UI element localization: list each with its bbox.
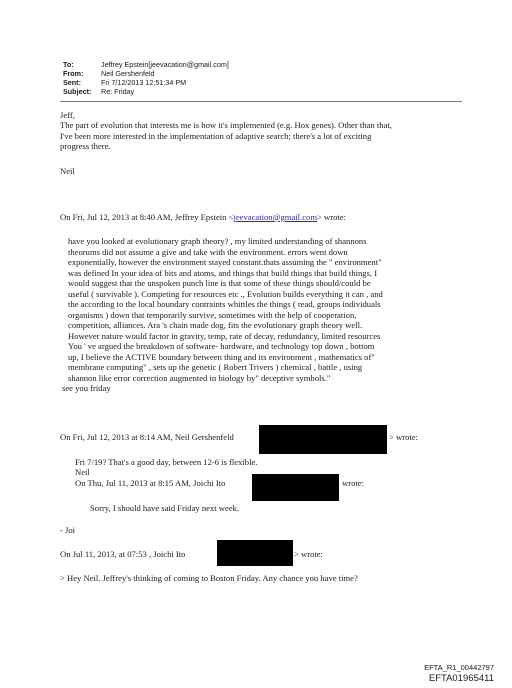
from-label: From: <box>63 69 84 78</box>
quote1-line: exponentially, however the environment stayed constant.thats assuming the " environment" <box>68 257 382 267</box>
quote3-wrote: wrote: <box>342 478 364 488</box>
from-value: Neil Gershenfeld <box>101 69 155 78</box>
quote2-line: Fri 7/19? That's a good day, between 12-6 is flexible. <box>75 457 258 467</box>
quote1-line: up, I believe the ACTIVE boundary between thing and its environment , mathematics of" <box>68 351 375 362</box>
from-row <box>63 69 229 78</box>
quote1-line: competition, alliances. Ara 's chain made dog, fits the evolutionary graph theory well. <box>68 320 363 330</box>
reply-line: The part of evolution that interests me is how it's implemented (e.g. Hox genes). Other than that, <box>60 120 392 131</box>
reply-signature: Neil <box>60 166 75 176</box>
quote1-header <box>60 212 346 222</box>
quote4-header: On Jul 11, 2013, at 07:53 , Joichi Ito <box>60 549 186 559</box>
quote1-line: would suggest that the unspoken punch line is that some of these things should/could be <box>68 278 371 288</box>
quote1-line: useful ( survivable ). Competing for resources etc ., Evolution builds everything it can , and <box>68 288 383 299</box>
quote3-line: Sorry, I should have said Friday next week. <box>90 503 240 513</box>
quote1-line: You ' ve argued the breakdown of software- hardware, and technology top down , bottom <box>68 341 375 351</box>
email-header <box>63 60 229 96</box>
quote4-wrote: > wrote: <box>294 549 323 559</box>
to-label: To: <box>63 60 74 69</box>
header-divider <box>60 101 462 102</box>
subject-row <box>63 87 229 96</box>
sent-row <box>63 78 229 87</box>
subject-value: Re: Friday <box>101 87 135 96</box>
quote4-line: > Hey Neil. Jeffrey's thinking of coming to Boston Friday. Any chance you have time? <box>60 573 358 583</box>
subject-label: Subject: <box>63 87 92 96</box>
quote2-line: Neil <box>75 467 90 478</box>
quote1-prefix: On Fri, Jul 12, 2013 at 8:40 AM, Jeffrey Epstein < <box>60 212 234 222</box>
quote1-suffix: > wrote: <box>317 212 346 222</box>
quote1-line: was defined In your idea of bits and atoms, and things that build things that build things, I <box>68 267 378 278</box>
quote1-line: the according to the local boundary contraints whittles the things ( read, groups individuals <box>68 299 381 309</box>
quote2-header: On Fri, Jul 12, 2013 at 8:14 AM, Neil Gershenfeld <box>60 432 234 442</box>
to-row <box>63 60 229 69</box>
redaction-block <box>259 425 387 454</box>
footer-id-secondary: EFTA01965411 <box>428 673 494 684</box>
quote2-wrote: > wrote: <box>389 432 418 442</box>
quote3-signature: - Joi <box>60 525 76 535</box>
quote1-line: shannon like error correction augmented in biology by" deceptive symbols." <box>68 372 331 383</box>
reply-body <box>60 110 392 152</box>
reply-greeting: Jeff, <box>60 110 75 120</box>
quote1-body <box>68 236 383 383</box>
quote1-line: theorums did not assume a give and take with the environment. errors went down <box>68 246 348 257</box>
quote1-line: membrane computing" , sets up the genetic ( Robert Trivers ) chemical , battle , using <box>68 362 363 372</box>
redaction-block <box>252 474 339 501</box>
sent-label: Sent: <box>63 78 81 87</box>
quote1-closing: see you friday <box>62 383 111 393</box>
to-value: Jeffrey Epstein[jeevacation@gmail.com] <box>101 60 229 69</box>
sent-value: Fri 7/12/2013 12:51:34 PM <box>101 78 187 87</box>
quote2-body <box>75 457 257 478</box>
footer-id-primary: EFTA_R1_00442797 <box>424 663 494 672</box>
quote1-line: have you looked at evolutionary graph theory? , my limited understanding of shannons <box>68 236 367 246</box>
reply-line: progress there. <box>60 141 111 152</box>
quote1-line: However nature would factor in gravity, temp, rate of decay, redundancy, limited resources <box>68 330 381 341</box>
reply-line: I've been more interested in the implementation of adaptive search; there's a lot of exciting <box>60 130 372 141</box>
quote3-header: On Thu, Jul 11, 2013 at 8:15 AM, Joichi Ito <box>75 478 226 488</box>
sender-email-link[interactable]: jeevacation@gmail.com <box>233 212 318 222</box>
quote1-line: organisms ) down that temporarily survive, sometimes with the help of cooperation, <box>68 309 357 320</box>
redaction-block <box>217 540 293 566</box>
